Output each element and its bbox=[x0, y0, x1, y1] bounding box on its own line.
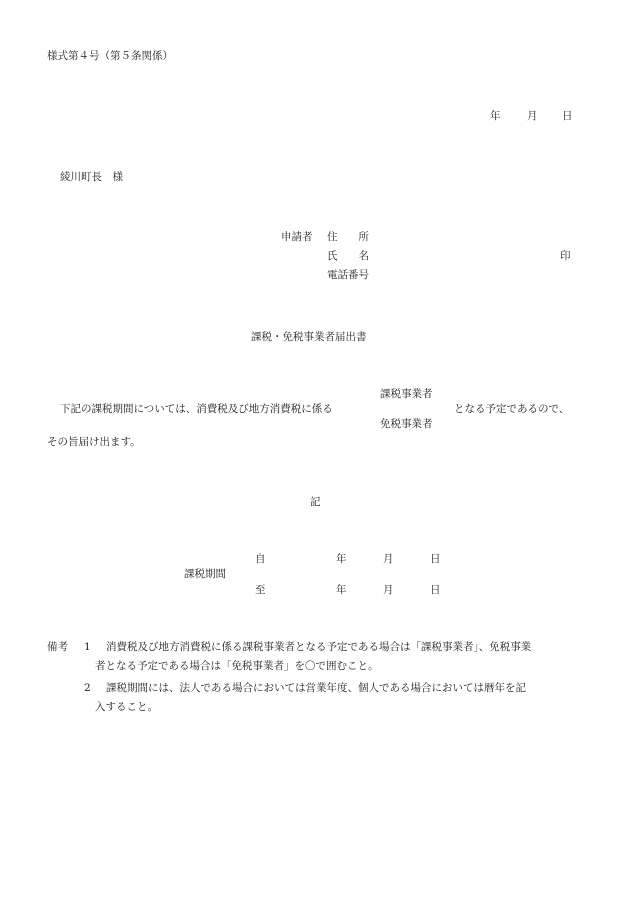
period-from-label: 自 bbox=[255, 553, 266, 565]
name-label: 氏 名 bbox=[327, 250, 369, 262]
period-from-year: 年 bbox=[336, 553, 347, 565]
phone-label: 電話番号 bbox=[327, 269, 369, 281]
notes-heading: 備考 bbox=[47, 641, 68, 653]
tax-period-label: 課税期間 bbox=[184, 568, 226, 580]
declaration-line-1: 下記の課税期間については、消費税及び地方消費税に係る bbox=[60, 403, 333, 415]
note-2-line-1: 課税期間には、法人である場合においては営業年度、個人である場合においては暦年を記 bbox=[106, 682, 526, 694]
applicant-label: 申請者 bbox=[281, 231, 313, 243]
declaration-line-2: その旨届け出ます。 bbox=[47, 436, 141, 448]
note-1-number: 1 bbox=[84, 641, 91, 653]
date-year: 年 bbox=[490, 110, 501, 122]
note-2-number: 2 bbox=[84, 682, 91, 694]
option-taxable-business: 課税事業者 bbox=[380, 388, 433, 400]
note-2-line-2: 入すること。 bbox=[95, 701, 158, 713]
period-to-month: 月 bbox=[383, 584, 394, 596]
form-number: 様式第４号（第５条関係） bbox=[47, 50, 173, 62]
date-month: 月 bbox=[527, 110, 538, 122]
note-1-line-1: 消費税及び地方消費税に係る課税事業者となる予定である場合は「課税事業者」、免税事業 bbox=[106, 641, 532, 653]
note-1-line-2: 者となる予定である場合は「免税事業者」を〇で囲むこと。 bbox=[95, 660, 379, 672]
address-label: 住 所 bbox=[327, 231, 369, 243]
period-to-day: 日 bbox=[430, 584, 441, 596]
seal-mark: 印 bbox=[560, 250, 571, 262]
document-title: 課税・免税事業者届出書 bbox=[251, 331, 367, 343]
addressee: 綾川町長 様 bbox=[60, 171, 123, 183]
declaration-line-1-suffix: となる予定であるので、 bbox=[454, 403, 570, 415]
period-to-label: 至 bbox=[255, 584, 266, 596]
period-from-month: 月 bbox=[383, 553, 394, 565]
period-to-year: 年 bbox=[336, 584, 347, 596]
date-day: 日 bbox=[562, 110, 573, 122]
period-from-day: 日 bbox=[430, 553, 441, 565]
ki-heading: 記 bbox=[310, 496, 321, 508]
option-exempt-business: 免税事業者 bbox=[380, 418, 433, 430]
